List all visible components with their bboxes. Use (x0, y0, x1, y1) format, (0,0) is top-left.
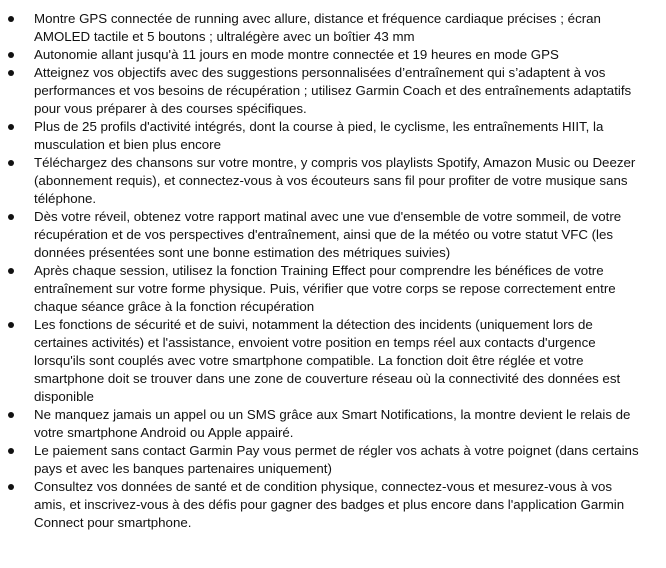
bullet-icon (8, 448, 14, 454)
bullet-text: Montre GPS connectée de running avec allure, distance et fréquence cardiaque précises ; écran AMOLED tactile et 5 boutons ; ultralégère avec un boîtier 43 mm (34, 11, 601, 44)
bullet-item-garmin-connect (0, 478, 666, 532)
bullet-icon (8, 160, 14, 166)
feature-bullet-list (0, 10, 666, 532)
bullet-text: Consultez vos données de santé et de condition physique, connectez-vous et mesurez-vous à vos amis, et inscrivez-vous à des défis pour gagner des badges et plus encore dans l'application Garmin Connect pour smartphone. (34, 479, 625, 530)
feature-document (0, 10, 666, 532)
bullet-icon (8, 124, 14, 130)
bullet-text: Téléchargez des chansons sur votre montre, y compris vos playlists Spotify, Amazon Music ou Deezer (abonnement requis), et connectez-vous à vos écouteurs sans fil pour profiter de votre musique sans téléphone. (34, 155, 636, 206)
bullet-item-morning-report (0, 208, 666, 262)
bullet-item-garmin-pay (0, 442, 666, 478)
bullet-text: Les fonctions de sécurité et de suivi, notamment la détection des incidents (uniquement lors de certaines activités) et l'assistance, envoient votre position en temps réel aux contacts d'urgence lorsqu'ils sont couplés avec votre smartphone compatible. La fonction doit être réglée et votre smartphone doit se trouver dans une zone de couverture réseau où la connectivité des données est disponible (34, 317, 621, 404)
bullet-text: Le paiement sans contact Garmin Pay vous permet de régler vos achats à votre poignet (dans certains pays et avec les banques partenaires uniquement) (34, 443, 639, 476)
bullet-item-music (0, 154, 666, 208)
bullet-item-training-effect (0, 262, 666, 316)
bullet-item-activity-profiles (0, 118, 666, 154)
bullet-icon (8, 322, 14, 328)
bullet-icon (8, 268, 14, 274)
bullet-item-training-suggestions (0, 64, 666, 118)
bullet-icon (8, 214, 14, 220)
bullet-text: Après chaque session, utilisez la fonction Training Effect pour comprendre les bénéfices de votre entraînement sur votre forme physique. Puis, vérifier que votre corps se repose correctement entre chaque séance grâce à la fonction récupération (34, 263, 616, 314)
bullet-text: Atteignez vos objectifs avec des suggestions personnalisées d’entraînement qui s’adaptent à vos performances et vos besoins de récupération ; utilisez Garmin Coach et des entraînements adaptatifs pour vous préparer à des courses spécifiques. (34, 65, 632, 116)
bullet-item-notifications (0, 406, 666, 442)
bullet-item-safety (0, 316, 666, 406)
bullet-icon (8, 16, 14, 22)
bullet-icon (8, 52, 14, 58)
bullet-text: Ne manquez jamais un appel ou un SMS grâce aux Smart Notifications, la montre devient le relais de votre smartphone Android ou Apple appairé. (34, 407, 631, 440)
bullet-icon (8, 70, 14, 76)
bullet-text: Autonomie allant jusqu'à 11 jours en mode montre connectée et 19 heures en mode GPS (34, 47, 559, 62)
bullet-item-gps (0, 10, 666, 46)
bullet-item-autonomy (0, 46, 666, 64)
bullet-text: Plus de 25 profils d'activité intégrés, dont la course à pied, le cyclisme, les entraînements HIIT, la musculation et bien plus encore (34, 119, 604, 152)
bullet-text: Dès votre réveil, obtenez votre rapport matinal avec une vue d'ensemble de votre sommeil, de votre récupération et de vos perspectives d'entraînement, ainsi que de la météo ou votre statut VFC (les données présentées sont une bonne estimation des métriques suivies) (34, 209, 622, 260)
bullet-icon (8, 484, 14, 490)
bullet-icon (8, 412, 14, 418)
